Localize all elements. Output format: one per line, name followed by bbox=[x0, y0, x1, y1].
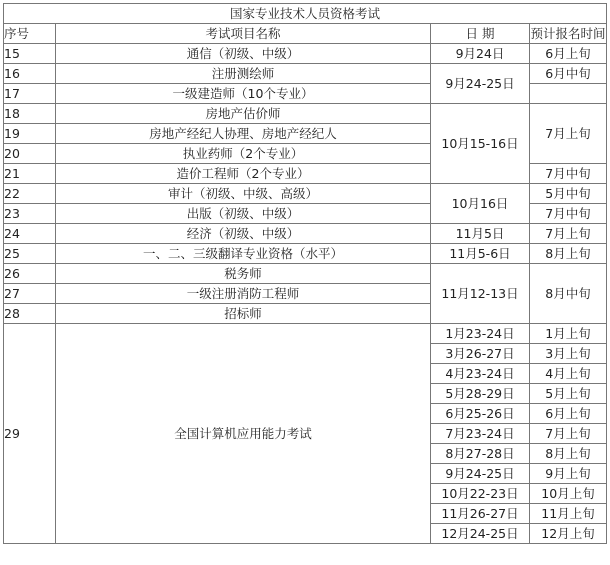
reg-time: 5月中旬 bbox=[530, 184, 607, 204]
exam-date: 11月5日 bbox=[431, 224, 530, 244]
row-no: 25 bbox=[4, 244, 56, 264]
row-no: 20 bbox=[4, 144, 56, 164]
session-date: 1月23-24日 bbox=[431, 324, 530, 344]
row-no: 18 bbox=[4, 104, 56, 124]
session-date: 7月23-24日 bbox=[431, 424, 530, 444]
exam-name: 房地产经纪人协理、房地产经纪人 bbox=[56, 124, 431, 144]
exam-name: 通信（初级、中级） bbox=[56, 44, 431, 64]
table-title: 国家专业技术人员资格考试 bbox=[4, 4, 607, 24]
row-no: 16 bbox=[4, 64, 56, 84]
session-reg: 12月上旬 bbox=[530, 524, 607, 544]
row-no: 27 bbox=[4, 284, 56, 304]
reg-time: 7月中旬 bbox=[530, 204, 607, 224]
exam-name: 注册测绘师 bbox=[56, 64, 431, 84]
session-date: 5月28-29日 bbox=[431, 384, 530, 404]
session-date: 8月27-28日 bbox=[431, 444, 530, 464]
exam-date: 9月24-25日 bbox=[431, 64, 530, 104]
table-row bbox=[4, 64, 607, 84]
reg-time: 8月上旬 bbox=[530, 244, 607, 264]
header-no: 序号 bbox=[4, 24, 56, 44]
table-row bbox=[4, 224, 607, 244]
exam-name: 经济（初级、中级） bbox=[56, 224, 431, 244]
reg-time: 7月上旬 bbox=[530, 224, 607, 244]
exam-date: 9月24日 bbox=[431, 44, 530, 64]
exam-date: 11月12-13日 bbox=[431, 264, 530, 324]
table-row bbox=[4, 184, 607, 204]
session-date: 4月23-24日 bbox=[431, 364, 530, 384]
reg-time bbox=[530, 84, 607, 104]
header-reg: 预计报名时间 bbox=[530, 24, 607, 44]
session-date: 10月22-23日 bbox=[431, 484, 530, 504]
row-no: 15 bbox=[4, 44, 56, 64]
session-reg: 9月上旬 bbox=[530, 464, 607, 484]
exam-date: 10月15-16日 bbox=[431, 104, 530, 184]
row-no: 17 bbox=[4, 84, 56, 104]
reg-time: 6月上旬 bbox=[530, 44, 607, 64]
exam-name: 税务师 bbox=[56, 264, 431, 284]
table-row bbox=[4, 324, 607, 344]
row-no: 24 bbox=[4, 224, 56, 244]
session-reg: 4月上旬 bbox=[530, 364, 607, 384]
exam-name: 一级建造师（10个专业） bbox=[56, 84, 431, 104]
exam-name: 一级注册消防工程师 bbox=[56, 284, 431, 304]
session-reg: 3月上旬 bbox=[530, 344, 607, 364]
table-row bbox=[4, 44, 607, 64]
exam-date: 10月16日 bbox=[431, 184, 530, 224]
exam-name: 审计（初级、中级、高级） bbox=[56, 184, 431, 204]
table-row bbox=[4, 264, 607, 284]
exam-name: 招标师 bbox=[56, 304, 431, 324]
session-date: 12月24-25日 bbox=[431, 524, 530, 544]
session-date: 9月24-25日 bbox=[431, 464, 530, 484]
reg-time: 7月上旬 bbox=[530, 104, 607, 164]
header-row bbox=[4, 24, 607, 44]
exam-name: 一、二、三级翻译专业资格（水平） bbox=[56, 244, 431, 264]
exam-schedule-table bbox=[3, 3, 607, 544]
session-date: 11月26-27日 bbox=[431, 504, 530, 524]
session-reg: 8月上旬 bbox=[530, 444, 607, 464]
exam-schedule bbox=[3, 3, 607, 544]
session-date: 3月26-27日 bbox=[431, 344, 530, 364]
session-reg: 7月上旬 bbox=[530, 424, 607, 444]
header-date: 日 期 bbox=[431, 24, 530, 44]
reg-time: 7月中旬 bbox=[530, 164, 607, 184]
exam-name: 房地产估价师 bbox=[56, 104, 431, 124]
exam-name: 全国计算机应用能力考试 bbox=[56, 324, 431, 544]
row-no: 26 bbox=[4, 264, 56, 284]
exam-name: 造价工程师（2个专业） bbox=[56, 164, 431, 184]
row-no: 28 bbox=[4, 304, 56, 324]
row-no: 21 bbox=[4, 164, 56, 184]
session-reg: 10月上旬 bbox=[530, 484, 607, 504]
row-no: 23 bbox=[4, 204, 56, 224]
session-reg: 5月上旬 bbox=[530, 384, 607, 404]
row-no: 19 bbox=[4, 124, 56, 144]
session-reg: 11月上旬 bbox=[530, 504, 607, 524]
title-row bbox=[4, 4, 607, 24]
session-reg: 6月上旬 bbox=[530, 404, 607, 424]
reg-time: 6月中旬 bbox=[530, 64, 607, 84]
exam-name: 执业药师（2个专业） bbox=[56, 144, 431, 164]
table-row bbox=[4, 244, 607, 264]
exam-name: 出版（初级、中级） bbox=[56, 204, 431, 224]
row-no: 22 bbox=[4, 184, 56, 204]
exam-date: 11月5-6日 bbox=[431, 244, 530, 264]
reg-time: 8月中旬 bbox=[530, 264, 607, 324]
session-date: 6月25-26日 bbox=[431, 404, 530, 424]
row-no: 29 bbox=[4, 324, 56, 544]
table-row bbox=[4, 104, 607, 124]
header-name: 考试项目名称 bbox=[56, 24, 431, 44]
session-reg: 1月上旬 bbox=[530, 324, 607, 344]
